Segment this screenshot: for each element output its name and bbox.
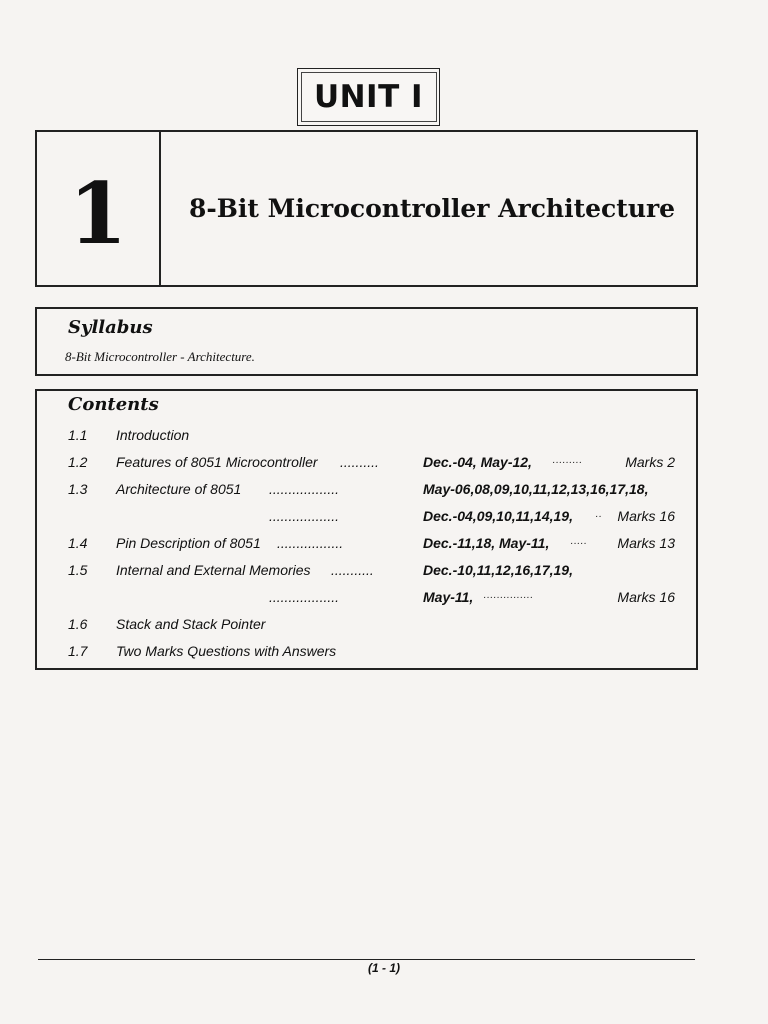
chapter-number: 1 (37, 132, 161, 285)
toc-marks: Marks 16 (617, 508, 675, 524)
toc-row (37, 481, 700, 501)
toc-number: 1.7 (68, 643, 88, 659)
dot-leader: .................. (269, 481, 340, 497)
toc-title: Introduction (116, 427, 190, 443)
toc-exam-dates: Dec.-04, May-12, (423, 454, 532, 470)
chapter-header (35, 130, 698, 287)
toc-exam-dates: Dec.-10,11,12,16,17,19, (423, 562, 573, 578)
syllabus-text: 8-Bit Microcontroller - Architecture. (65, 349, 255, 364)
toc-title: Pin Description of 8051 (116, 535, 261, 551)
toc-title: Architecture of 8051 (116, 481, 242, 497)
dot-leader: ····· (570, 538, 587, 549)
toc-number: 1.2 (68, 454, 88, 470)
dot-leader: .......... (340, 454, 379, 470)
toc-number: 1.3 (68, 481, 88, 497)
toc-row (37, 616, 700, 636)
unit-heading: UNIT I (301, 72, 437, 122)
toc-exam-dates: Dec.-04,09,10,11,14,19, (423, 508, 573, 524)
toc-row (37, 535, 700, 555)
toc-row (37, 508, 700, 528)
unit-heading-box (297, 68, 440, 126)
dot-leader: ··············· (483, 592, 533, 603)
toc-title: Features of 8051 Microcontroller (116, 454, 318, 470)
toc-number: 1.5 (68, 562, 88, 578)
toc-number: 1.1 (68, 427, 88, 443)
toc-row (37, 454, 700, 474)
page-number: (1 - 1) (367, 961, 400, 975)
toc-row (37, 589, 700, 609)
toc-row (37, 562, 700, 582)
footer-divider (38, 959, 695, 960)
toc-title: Stack and Stack Pointer (116, 616, 266, 632)
toc-number: 1.4 (68, 535, 88, 551)
syllabus-heading: Syllabus (68, 317, 153, 338)
toc-title: Two Marks Questions with Answers (116, 643, 337, 659)
toc-marks: Marks 16 (617, 589, 675, 605)
toc-row (37, 643, 700, 663)
dot-leader: ........... (331, 562, 374, 578)
chapter-title: 8-Bit Microcontroller Architecture (189, 194, 676, 223)
toc-exam-dates: Dec.-11,18, May-11, (423, 535, 550, 551)
toc-exam-dates: May-11, (423, 589, 474, 605)
toc-exam-dates: May-06,08,09,10,11,12,13,16,17,18, (423, 481, 649, 497)
dot-leader: .................. (269, 508, 340, 524)
toc-row (37, 427, 700, 447)
toc-marks: Marks 2 (625, 454, 675, 470)
syllabus-box (35, 307, 698, 376)
toc-title: Internal and External Memories (116, 562, 311, 578)
dot-leader: ········· (552, 457, 582, 468)
toc-number: 1.6 (68, 616, 88, 632)
toc-marks: Marks 13 (617, 535, 675, 551)
dot-leader: ................. (277, 535, 344, 551)
dot-leader: ·· (595, 511, 602, 522)
contents-box (35, 389, 698, 670)
contents-heading: Contents (68, 394, 159, 415)
dot-leader: .................. (269, 589, 340, 605)
